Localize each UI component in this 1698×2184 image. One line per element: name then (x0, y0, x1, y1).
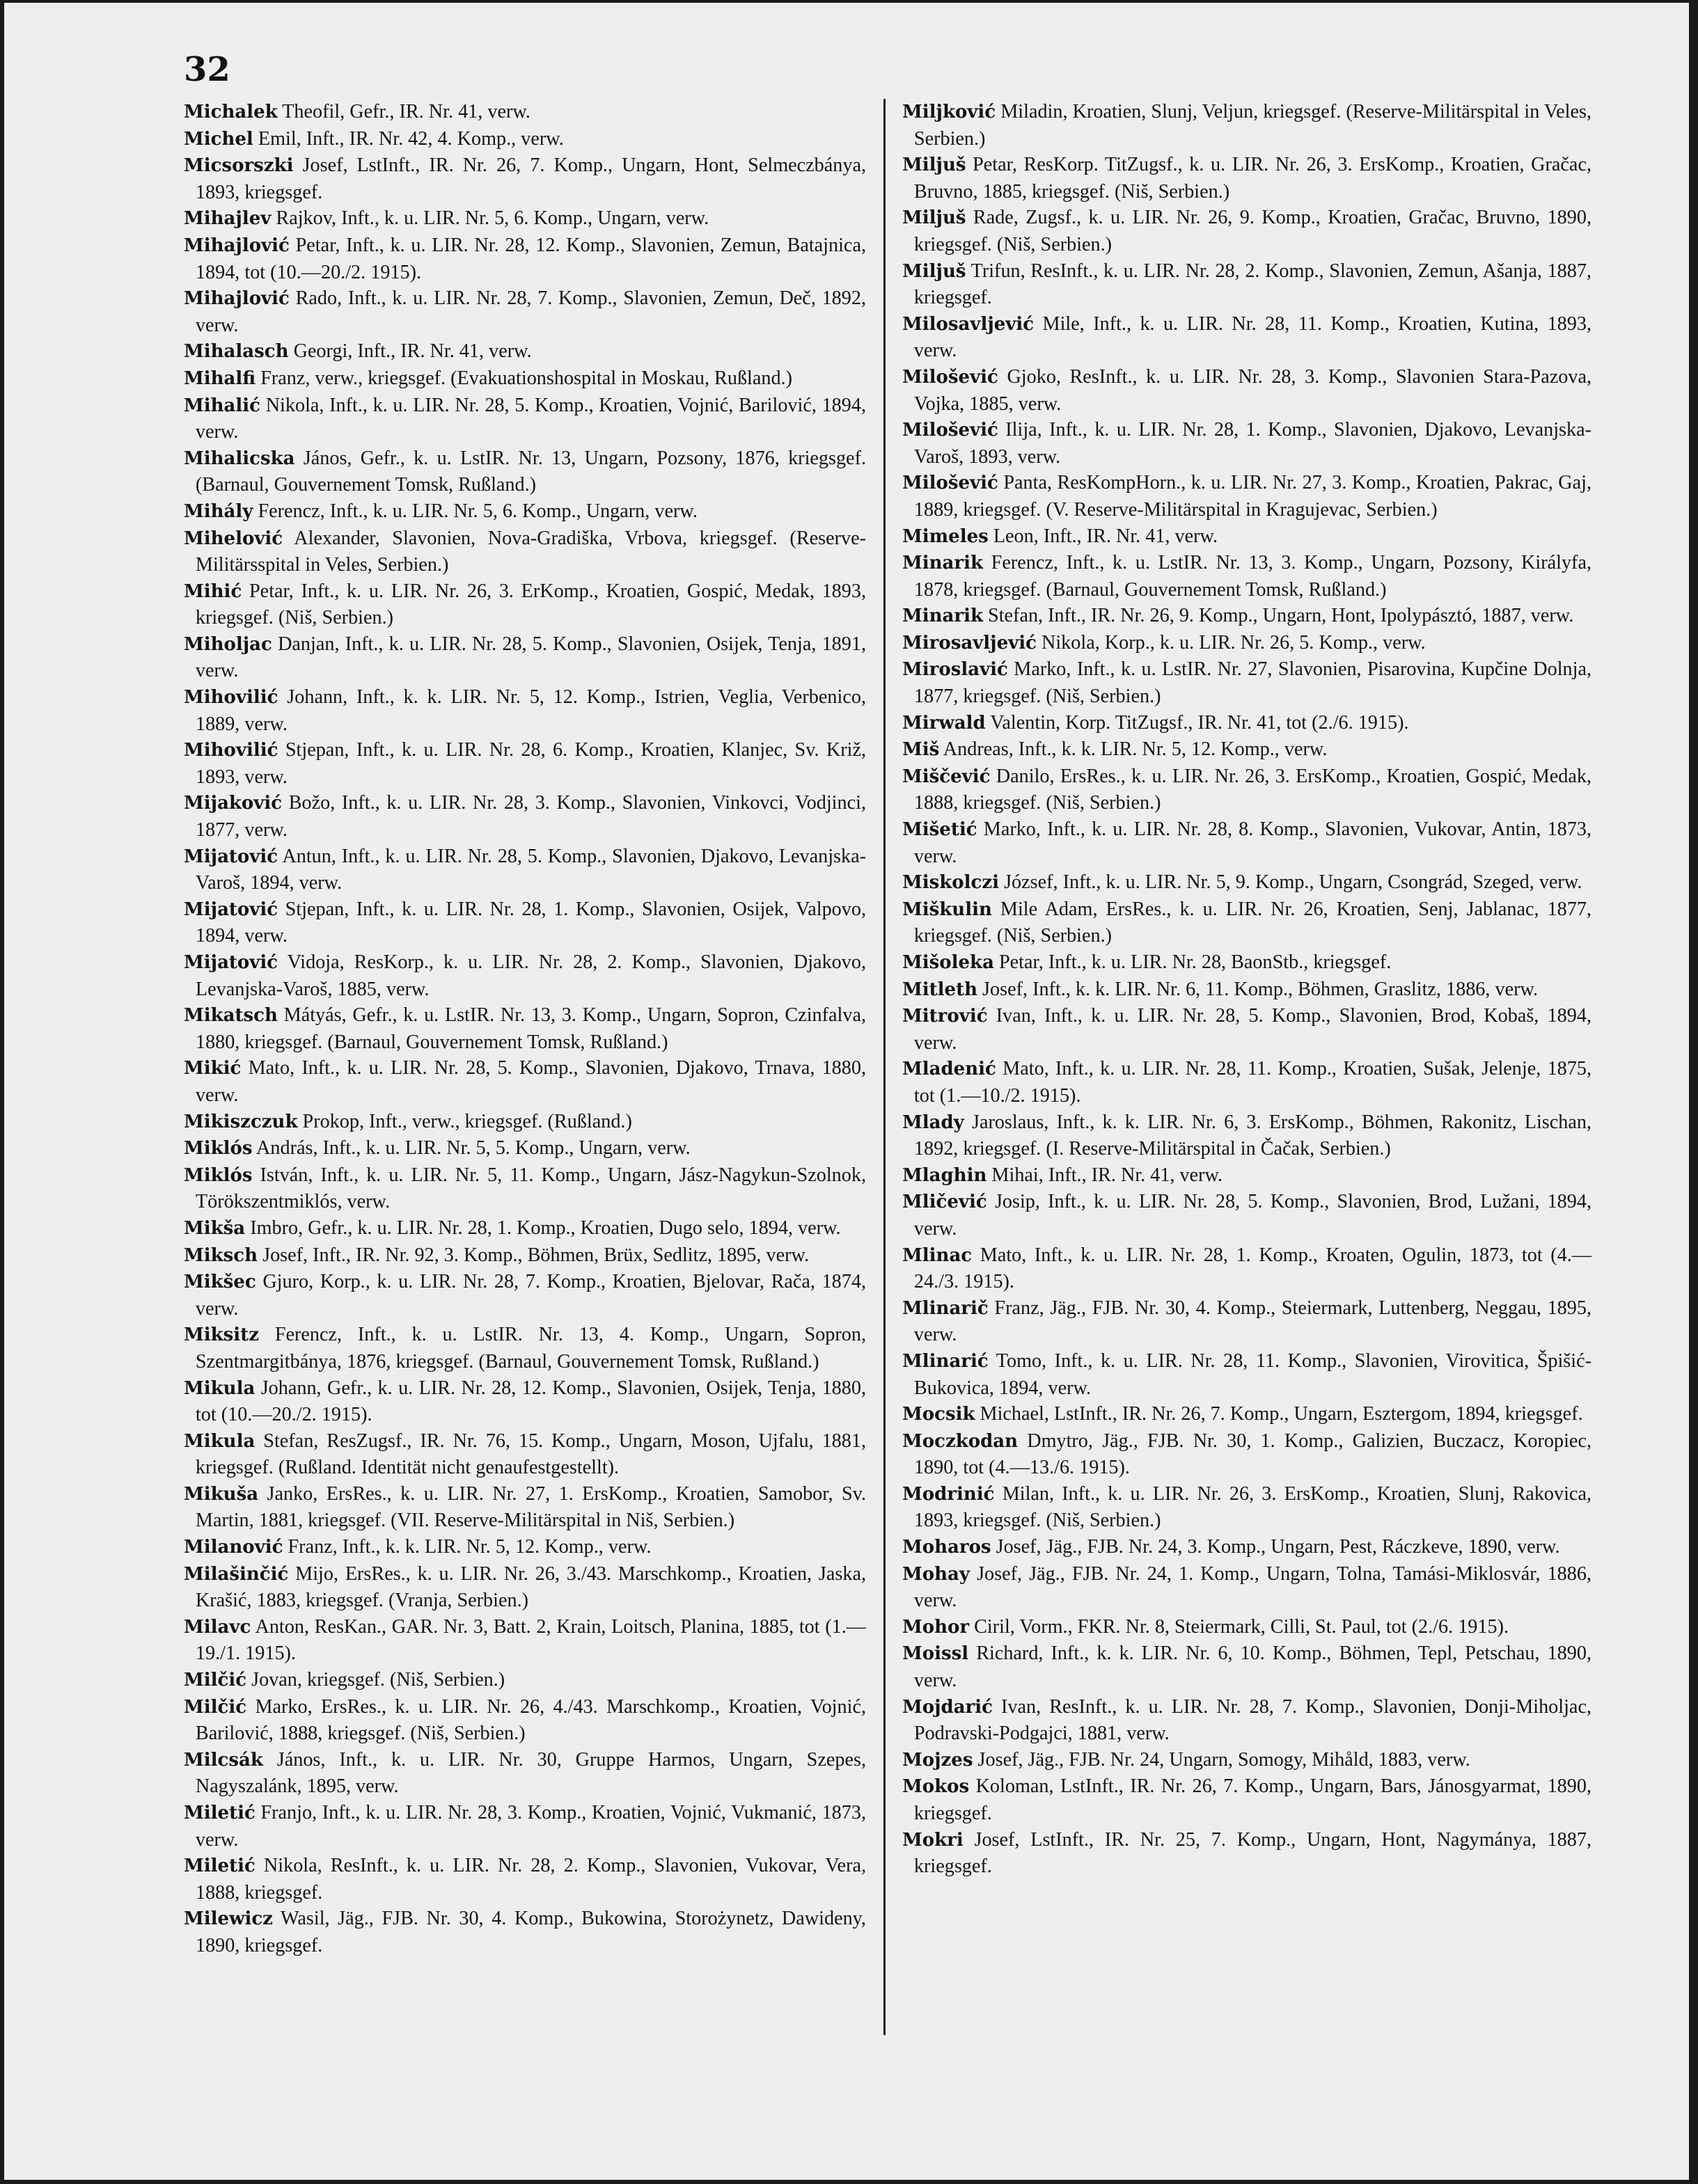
list-entry (184, 445, 866, 498)
entry-details: Koloman, LstInft., IR. Nr. 26, 7. Komp., Ungarn, Bars, Jánosgyarmat, 1890, kriegsgef. (913, 1775, 1591, 1824)
entry-surname: Miskolczi (902, 872, 1000, 894)
entry-details: Valentin, Korp. TitZugsf., IR. Nr. 41, tot (2./6. 1915). (990, 711, 1409, 734)
list-entry (902, 1401, 1591, 1428)
entry-details: Danjan, Inft., k. u. LIR. Nr. 28, 5. Komp., Slavonien, Osijek, Tenja, 1891, verw. (195, 633, 866, 682)
entry-details: Rajkov, Inft., k. u. LIR. Nr. 5, 6. Komp., Ungarn, verw. (276, 207, 709, 230)
entry-details: Jaroslaus, Inft., k. k. LIR. Nr. 6, 3. ErsKomp., Böhmen, Rakonitz, Lischan, 1892, kriegsgef. (I. Reserve-Militärspital in Čačak, Serbien.) (913, 1111, 1592, 1160)
list-entry (902, 1428, 1591, 1481)
entry-surname: Mojzes (902, 1749, 973, 1771)
entry-surname: Milosavljević (902, 313, 1035, 335)
entry-details: Ciril, Vorm., FKR. Nr. 8, Steiermark, Cilli, St. Paul, tot (2./6. 1915). (974, 1615, 1509, 1638)
entry-details: Mátyás, Gefr., k. u. LstIR. Nr. 13, 3. Komp., Ungarn, Sopron, Czinfalva, 1880, kriegsgef. (Barnaul, Gouvernement Tomsk, Rußland.) (195, 1004, 866, 1053)
entry-surname: Miljković (902, 102, 996, 122)
list-entry (902, 470, 1591, 523)
list-entry (184, 1162, 866, 1215)
entry-details: Wasil, Jäg., FJB. Nr. 30, 4. Komp., Bukowina, Storożynetz, Dawideny, 1890, kriegsgef. (195, 1908, 866, 1956)
entry-details: Emil, Inft., IR. Nr. 42, 4. Komp., verw. (258, 127, 564, 150)
list-entry (184, 1055, 866, 1108)
entry-surname: Mokos (902, 1776, 970, 1798)
entry-details: Dmytro, Jäg., FJB. Nr. 30, 1. Komp., Galizien, Buczacz, Koropiec, 1890, tot (4.—13./6. 1915). (913, 1430, 1592, 1479)
list-entry (184, 1561, 866, 1614)
entry-details: Johann, Inft., k. k. LIR. Nr. 5, 12. Komp., Istrien, Veglia, Verbenico, 1889, verw. (195, 686, 866, 735)
entry-details: Marko, Inft., k. u. LIR. Nr. 28, 8. Komp., Slavonien, Vukovar, Antin, 1873, verw. (913, 818, 1592, 867)
entry-details: Stjepan, Inft., k. u. LIR. Nr. 28, 6. Komp., Kroatien, Klanjec, Sv. Križ, 1893, verw. (195, 739, 867, 788)
entry-surname: Mihovilić (184, 687, 278, 709)
list-entry (902, 152, 1591, 205)
entry-details: Janko, ErsRes., k. u. LIR. Nr. 27, 1. ErsKomp., Kroatien, Samobor, Sv. Martin, 1881, kriegsgef. (VII. Reserve-Militärspital in Niš, Serbien.) (195, 1482, 866, 1532)
left-column (184, 99, 866, 1959)
list-entry (184, 1667, 866, 1694)
entry-surname: Modrinić (902, 1483, 995, 1505)
entry-surname: Mitrović (902, 1006, 988, 1027)
entry-surname: Milanović (184, 1537, 283, 1558)
list-entry (184, 1906, 866, 1959)
list-entry (902, 205, 1591, 258)
list-entry (902, 736, 1591, 763)
list-entry (184, 1614, 866, 1667)
entry-surname: Mijatović (184, 846, 278, 867)
list-entry (902, 1295, 1591, 1348)
page-number: 32 (184, 50, 230, 89)
entry-details: Josef, Inft., IR. Nr. 92, 3. Komp., Böhmen, Brüx, Sedlitz, 1895, verw. (262, 1244, 810, 1266)
entry-surname: Mikšec (184, 1272, 256, 1293)
entry-surname: Milašinčić (184, 1563, 289, 1585)
entry-details: Rade, Zugsf., k. u. LIR. Nr. 26, 9. Komp., Kroatien, Gračac, Bruvno, 1890, kriegsgef. (Niš, Serbien.) (913, 207, 1591, 255)
entry-details: Theofil, Gefr., IR. Nr. 41, verw. (282, 101, 530, 122)
list-entry (902, 1003, 1591, 1056)
entry-details: Josef, Jäg., FJB. Nr. 24, Ungarn, Somogy, Mihåld, 1883, verw. (977, 1748, 1470, 1771)
entry-surname: Miljuš (902, 207, 966, 229)
entry-surname: Milewicz (184, 1908, 273, 1930)
list-entry (902, 1534, 1591, 1561)
entry-surname: Miletić (184, 1803, 256, 1823)
entry-details: Andreas, Inft., k. k. LIR. Nr. 5, 12. Komp., verw. (943, 738, 1328, 761)
list-entry (184, 126, 866, 153)
entry-surname: Mlinarić (902, 1350, 989, 1372)
list-entry (184, 896, 866, 949)
entry-surname: Mikiszczuk (184, 1111, 298, 1132)
list-entry (902, 976, 1591, 1004)
list-entry (184, 152, 866, 205)
entry-surname: Moharos (902, 1537, 991, 1558)
list-entry (902, 949, 1591, 976)
entry-details: Gjoko, ResInft., k. u. LIR. Nr. 28, 3. Komp., Slavonien Stara-Pazova, Vojka, 1885, verw. (913, 365, 1591, 415)
list-entry (184, 949, 866, 1002)
list-entry (902, 656, 1591, 709)
entry-surname: Mličević (902, 1192, 987, 1213)
list-entry (902, 1109, 1591, 1162)
entry-surname: Michel (184, 128, 253, 150)
entry-details: András, Inft., k. u. LIR. Nr. 5, 5. Komp., Ungarn, verw. (256, 1137, 691, 1160)
entry-surname: Miljuš (902, 155, 966, 176)
entry-surname: Miksch (184, 1244, 258, 1266)
entry-surname: Miklós (184, 1138, 253, 1160)
entry-surname: Mihalicska (184, 448, 295, 469)
list-entry (184, 205, 866, 232)
entry-surname: Miš (902, 739, 940, 761)
list-entry (902, 710, 1591, 737)
entry-details: Michael, LstInft., IR. Nr. 26, 7. Komp., Ungarn, Esztergom, 1894, kriegsgef. (980, 1403, 1583, 1425)
entry-surname: Milošević (902, 420, 998, 441)
entry-details: Nikola, Inft., k. u. LIR. Nr. 28, 5. Komp., Kroatien, Vojnić, Barilović, 1894, verw. (195, 394, 866, 443)
right-column (902, 99, 1591, 1880)
entry-details: Petar, Inft., k. u. LIR. Nr. 28, BaonStb., kriegsgef. (998, 951, 1392, 973)
list-entry (184, 1747, 866, 1800)
list-entry (184, 1242, 866, 1269)
list-entry (902, 1481, 1591, 1534)
entry-surname: Mihelović (184, 528, 283, 549)
entry-details: Richard, Inft., k. k. LIR. Nr. 6, 10. Komp., Böhmen, Tepl, Petschau, 1890, verw. (913, 1643, 1591, 1692)
entry-details: Mato, Inft., k. u. LIR. Nr. 28, 1. Komp., Kroaten, Ogulin, 1873, tot (4.—24./3. 1915). (913, 1244, 1592, 1293)
entry-details: Nikola, ResInft., k. u. LIR. Nr. 28, 2. Komp., Slavonien, Vukovar, Vera, 1888, kriegsgef. (195, 1855, 867, 1904)
page-sheet (4, 3, 1689, 2180)
list-entry (184, 232, 866, 285)
entry-surname: Mlinarič (902, 1297, 989, 1319)
list-entry (184, 1215, 866, 1242)
entry-surname: Mihalić (184, 395, 260, 416)
entry-surname: Mišetić (902, 819, 977, 841)
list-entry (184, 1800, 866, 1853)
list-entry (902, 311, 1591, 364)
entry-details: Prokop, Inft., verw., kriegsgef. (Rußland.) (302, 1110, 632, 1132)
list-entry (184, 844, 866, 896)
entry-details: Ferencz, Inft., k. u. LstIR. Nr. 13, 3. Komp., Ungarn, Pozsony, Királyfa, 1878, kriegsgef. (Barnaul, Gouvernement Tomsk, Rußland.) (913, 552, 1592, 601)
entry-surname: Micsorszki (184, 155, 294, 177)
entry-details: Tomo, Inft., k. u. LIR. Nr. 28, 11. Komp., Slavonien, Virovitica, Špišić-Bukovica, 1894, verw. (913, 1350, 1591, 1399)
entry-details: Franz, Jäg., FJB. Nr. 30, 4. Komp., Steiermark, Luttenberg, Neggau, 1895, verw. (913, 1297, 1591, 1346)
entry-surname: Mirosavljević (902, 632, 1037, 654)
list-entry (184, 631, 866, 684)
entry-surname: Moczkodan (902, 1430, 1019, 1452)
entry-details: Božo, Inft., k. u. LIR. Nr. 28, 3. Komp., Slavonien, Vinkovci, Vodjinci, 1877, verw. (195, 792, 867, 841)
entry-details: Milan, Inft., k. u. LIR. Nr. 26, 3. ErsKomp., Kroatien, Slunj, Rakovica, 1893, kriegsgef. (Niš, Serbien.) (913, 1482, 1591, 1532)
entry-details: Stjepan, Inft., k. u. LIR. Nr. 28, 1. Komp., Slavonien, Osijek, Valpovo, 1894, verw. (195, 898, 867, 947)
entry-surname: Milčić (184, 1670, 247, 1691)
entry-surname: Mijatović (184, 952, 278, 973)
entry-surname: Minarik (902, 553, 983, 574)
entry-details: Marko, ErsRes., k. u. LIR. Nr. 26, 4./43. Marschkomp., Kroatien, Vojnić, Barilović, 1888, kriegsgef. (Niš, Serbien.) (195, 1695, 867, 1745)
list-entry (902, 1773, 1591, 1826)
entry-surname: Mikuša (184, 1483, 259, 1505)
entry-details: Ilija, Inft., k. u. LIR. Nr. 28, 1. Komp., Slavonien, Djakovo, Levanjska-Varoš, 1893, verw. (913, 419, 1591, 468)
list-entry (184, 790, 866, 843)
entry-details: Josef, LstInft., IR. Nr. 26, 7. Komp., Ungarn, Hont, Selmeczbánya, 1893, kriegsgef. (195, 155, 867, 203)
list-entry (902, 523, 1591, 551)
entry-surname: Milčić (184, 1696, 247, 1718)
entry-details: József, Inft., k. u. LIR. Nr. 5, 9. Komp., Ungarn, Csongrád, Szeged, verw. (1004, 871, 1582, 894)
entry-surname: Miščević (902, 766, 991, 787)
list-entry (184, 1481, 866, 1534)
entry-surname: Mišoleka (902, 952, 994, 973)
entry-details: János, Inft., k. u. LIR. Nr. 30, Gruppe Harmos, Ungarn, Szepes, Nagyszalánk, 1895, verw. (195, 1748, 867, 1798)
entry-details: Josef, Jäg., FJB. Nr. 24, 1. Komp., Ungarn, Tolna, Tamási-Miklosvár, 1886, verw. (913, 1562, 1592, 1612)
list-entry (184, 1109, 866, 1136)
entry-surname: Milcsák (184, 1749, 263, 1771)
list-entry (184, 498, 866, 525)
list-entry (902, 1747, 1591, 1774)
list-entry (184, 285, 866, 338)
entry-details: Vidoja, ResKorp., k. u. LIR. Nr. 28, 2. Komp., Slavonien, Djakovo, Levanjska-Varoš, 1885, verw. (195, 951, 866, 1000)
list-entry (902, 869, 1591, 896)
list-entry (902, 763, 1591, 816)
entry-details: Danilo, ErsRes., k. u. LIR. Nr. 26, 3. ErsKomp., Kroatien, Gospić, Medak, 1888, kriegsgef. (Niš, Serbien.) (913, 765, 1592, 814)
entry-details: Ferencz, Inft., k. u. LIR. Nr. 5, 6. Komp., Ungarn, verw. (258, 500, 698, 522)
entry-details: Imbro, Gefr., k. u. LIR. Nr. 28, 1. Komp., Kroatien, Dugo selo, 1894, verw. (250, 1217, 841, 1239)
entry-details: Miladin, Kroatien, Slunj, Veljun, kriegsgef. (Reserve-Militärspital in Veles, Serbien.) (913, 101, 1591, 150)
entry-surname: Michalek (184, 102, 278, 122)
list-entry (902, 417, 1591, 470)
entry-surname: Mlinac (902, 1244, 973, 1266)
entry-surname: Mihalfi (184, 367, 256, 389)
entry-surname: Mirwald (902, 712, 986, 734)
entry-surname: Mikula (184, 1430, 256, 1452)
list-entry (184, 1269, 866, 1322)
entry-details: Johann, Gefr., k. u. LIR. Nr. 28, 12. Komp., Slavonien, Osijek, Tenja, 1880, tot (10.—20./2. 1915). (195, 1377, 866, 1426)
entry-details: Gjuro, Korp., k. u. LIR. Nr. 28, 7. Komp., Kroatien, Bjelovar, Rača, 1874, verw. (195, 1271, 866, 1320)
list-entry (184, 525, 866, 578)
entry-details: Stefan, Inft., IR. Nr. 26, 9. Komp., Ungarn, Hont, Ipolypásztó, 1887, verw. (988, 605, 1574, 627)
entry-details: Petar, ResKorp. TitZugsf., k. u. LIR. Nr. 26, 3. ErsKomp., Kroatien, Gračac, Bruvno, 1885, kriegsgef. (Niš, Serbien.) (913, 154, 1591, 203)
entry-details: Petar, Inft., k. u. LIR. Nr. 28, 12. Komp., Slavonien, Zemun, Batajnica, 1894, tot (10.—20./2. 1915). (195, 234, 867, 283)
entry-surname: Mikić (184, 1058, 242, 1079)
list-entry (184, 1002, 866, 1055)
entry-details: Josef, Inft., k. k. LIR. Nr. 6, 11. Komp., Böhmen, Graslitz, 1886, verw. (982, 978, 1539, 1000)
entry-surname: Mihić (184, 580, 242, 602)
entry-details: Rado, Inft., k. u. LIR. Nr. 28, 7. Komp., Slavonien, Zemun, Deč, 1892, verw. (195, 287, 867, 336)
entry-surname: Mihajlović (184, 288, 290, 310)
list-entry (184, 1534, 866, 1561)
entry-details: Petar, Inft., k. u. LIR. Nr. 26, 3. ErKomp., Kroatien, Gospić, Medak, 1893, kriegsgef. (Niš, Serbien.) (195, 580, 866, 629)
entry-details: Franz, Inft., k. k. LIR. Nr. 5, 12. Komp., verw. (288, 1536, 652, 1558)
entry-details: Trifun, ResInft., k. u. LIR. Nr. 28, 2. Komp., Slavonien, Zemun, Ašanja, 1887, kriegsgef. (913, 260, 1591, 309)
entry-surname: Mocsik (902, 1404, 975, 1425)
entry-surname: Miroslavić (902, 659, 1008, 681)
entry-details: Ivan, ResInft., k. u. LIR. Nr. 28, 7. Komp., Slavonien, Donji-Miholjac, Podravski-Podgajci, 1881, verw. (913, 1695, 1592, 1745)
entry-details: Panta, ResKompHorn., k. u. LIR. Nr. 27, 3. Komp., Kroatien, Pakrac, Gaj, 1889, kriegsgef. (V. Reserve-Militärspital in Kragujevac, Serbien.) (913, 472, 1591, 521)
entry-details: Alexander, Slavonien, Nova-Gradiška, Vrbova, kriegsgef. (Reserve-Militärsspital in Veles, Serbien.) (195, 527, 866, 576)
entry-surname: Mitleth (902, 979, 977, 1000)
entry-details: Jovan, kriegsgef. (Niš, Serbien.) (251, 1669, 505, 1691)
entry-surname: Mimeles (902, 525, 989, 547)
entry-surname: Milošević (902, 366, 998, 388)
entry-surname: Mikša (184, 1217, 246, 1239)
entry-details: Franjo, Inft., k. u. LIR. Nr. 28, 3. Komp., Kroatien, Vojnić, Vukmanić, 1873, verw. (195, 1802, 866, 1851)
entry-surname: Mijaković (184, 793, 283, 814)
entry-surname: Minarik (902, 606, 983, 627)
list-entry (184, 1694, 866, 1747)
list-entry (184, 365, 866, 393)
entry-surname: Mlady (902, 1111, 964, 1133)
entry-details: Ivan, Inft., k. u. LIR. Nr. 28, 5. Komp., Slavonien, Brod, Kobaš, 1894, verw. (913, 1005, 1592, 1054)
list-entry (902, 1348, 1591, 1401)
entry-surname: Mohor (902, 1616, 970, 1638)
list-entry (902, 1640, 1591, 1693)
list-entry (902, 99, 1591, 152)
list-entry (902, 816, 1591, 869)
list-entry (184, 737, 866, 790)
entry-details: Mato, Inft., k. u. LIR. Nr. 28, 11. Komp., Kroatien, Sušak, Jelenje, 1875, tot (1.—10./2. 1915). (913, 1058, 1592, 1107)
entry-details: Mato, Inft., k. u. LIR. Nr. 28, 5. Komp., Slavonien, Djakovo, Trnava, 1880, verw. (195, 1057, 867, 1106)
entry-surname: Milošević (902, 473, 998, 494)
entry-surname: Mijatović (184, 899, 278, 920)
entry-surname: Miškulin (902, 899, 992, 920)
entry-details: Josef, Jäg., FJB. Nr. 24, 3. Komp., Ungarn, Pest, Ráczkeve, 1890, verw. (996, 1536, 1560, 1558)
entry-details: Ferencz, Inft., k. u. LstIR. Nr. 13, 4. Komp., Ungarn, Sopron, Szentmargitbánya, 1876, kriegsgef. (Barnaul, Gouvernement Tomsk, Rußland.) (195, 1324, 867, 1372)
list-entry (184, 1428, 866, 1481)
entry-details: Mile Adam, ErsRes., k. u. LIR. Nr. 26, Kroatien, Senj, Jablanac, 1877, kriegsgef. (Niš, Serbien.) (913, 898, 1592, 947)
entry-surname: Mlaghin (902, 1164, 987, 1186)
entry-surname: Mojdarić (902, 1696, 993, 1718)
entry-surname: Miljuš (902, 260, 966, 282)
entry-details: Josip, Inft., k. u. LIR. Nr. 28, 5. Komp., Slavonien, Brod, Lužani, 1894, verw. (913, 1191, 1591, 1240)
entry-surname: Miholjac (184, 633, 272, 655)
entry-surname: Mihovilić (184, 740, 278, 761)
entry-details: Mijo, ErsRes., k. u. LIR. Nr. 26, 3./43. Marschkomp., Kroatien, Jaska, Krašić, 1883, kriegsgef. (Vranja, Serbien.) (195, 1562, 867, 1612)
entry-surname: Mokri (902, 1829, 964, 1851)
list-entry (184, 578, 866, 631)
list-entry (902, 1561, 1591, 1614)
entry-surname: Moissl (902, 1643, 969, 1665)
list-entry (902, 603, 1591, 630)
list-entry (902, 1056, 1591, 1109)
list-entry (184, 1853, 866, 1906)
list-entry (184, 1322, 866, 1375)
list-entry (902, 1189, 1591, 1242)
entry-surname: Mladenić (902, 1059, 996, 1080)
entry-surname: Mihály (184, 500, 253, 522)
entry-details: Leon, Inft., IR. Nr. 41, verw. (993, 525, 1218, 547)
list-entry (184, 1135, 866, 1162)
list-entry (902, 258, 1591, 311)
list-entry (184, 393, 866, 445)
entry-details: Antun, Inft., k. u. LIR. Nr. 28, 5. Komp., Slavonien, Djakovo, Levanjska-Varoš, 1894, verw. (195, 845, 866, 894)
list-entry (902, 1827, 1591, 1880)
entry-details: Mile, Inft., k. u. LIR. Nr. 28, 11. Komp., Kroatien, Kutina, 1893, verw. (913, 312, 1591, 362)
list-entry (902, 1694, 1591, 1747)
entry-surname: Miklós (184, 1164, 253, 1186)
entry-surname: Miksitz (184, 1324, 259, 1346)
entry-details: Stefan, ResZugsf., IR. Nr. 76, 15. Komp., Ungarn, Moson, Ujfalu, 1881, kriegsgef. (Rußland. Identität nicht genaufestgestellt). (195, 1430, 866, 1479)
entry-details: Nikola, Korp., k. u. LIR. Nr. 26, 5. Komp., verw. (1041, 631, 1426, 654)
list-entry (902, 1242, 1591, 1295)
entry-surname: Mihajlović (184, 235, 290, 256)
list-entry (184, 684, 866, 737)
entry-details: Josef, LstInft., IR. Nr. 25, 7. Komp., Ungarn, Hont, Nagymánya, 1887, kriegsgef. (913, 1828, 1591, 1878)
entry-details: Franz, verw., kriegsgef. (Evakuationshospital in Moskau, Rußland.) (260, 367, 793, 389)
list-entry (184, 99, 866, 126)
list-entry (184, 1375, 866, 1428)
entry-surname: Mihajlev (184, 208, 272, 230)
entry-details: István, Inft., k. u. LIR. Nr. 5, 11. Komp., Ungarn, Jász-Nagykun-Szolnok, Törökszentmiklós, verw. (195, 1164, 866, 1213)
entry-details: Georgi, Inft., IR. Nr. 41, verw. (293, 340, 532, 363)
list-entry (902, 1614, 1591, 1641)
entry-surname: Mihalasch (184, 341, 289, 363)
entry-surname: Mikatsch (184, 1005, 278, 1027)
entry-details: Marko, Inft., k. u. LstIR. Nr. 27, Slavonien, Pisarovina, Kupčine Dolnja, 1877, kriegsgef. (Niš, Serbien.) (913, 658, 1592, 708)
list-entry (902, 364, 1591, 417)
entry-details: Mihai, Inft., IR. Nr. 41, verw. (991, 1164, 1223, 1186)
list-entry (184, 338, 866, 365)
list-entry (902, 630, 1591, 657)
column-divider (883, 99, 886, 2035)
entry-surname: Mohay (902, 1563, 970, 1585)
entry-surname: Miletić (184, 1855, 256, 1877)
entry-surname: Milavc (184, 1616, 251, 1638)
entry-details: János, Gefr., k. u. LstIR. Nr. 13, Ungarn, Pozsony, 1876, kriegsgef. (Barnaul, Gouvernement Tomsk, Rußland.) (195, 447, 867, 496)
list-entry (902, 550, 1591, 603)
list-entry (902, 896, 1591, 949)
entry-surname: Mikula (184, 1377, 256, 1399)
entry-details: Anton, ResKan., GAR. Nr. 3, Batt. 2, Krain, Loitsch, Planina, 1885, tot (1.—19./1. 1915). (195, 1615, 866, 1665)
list-entry (902, 1162, 1591, 1189)
